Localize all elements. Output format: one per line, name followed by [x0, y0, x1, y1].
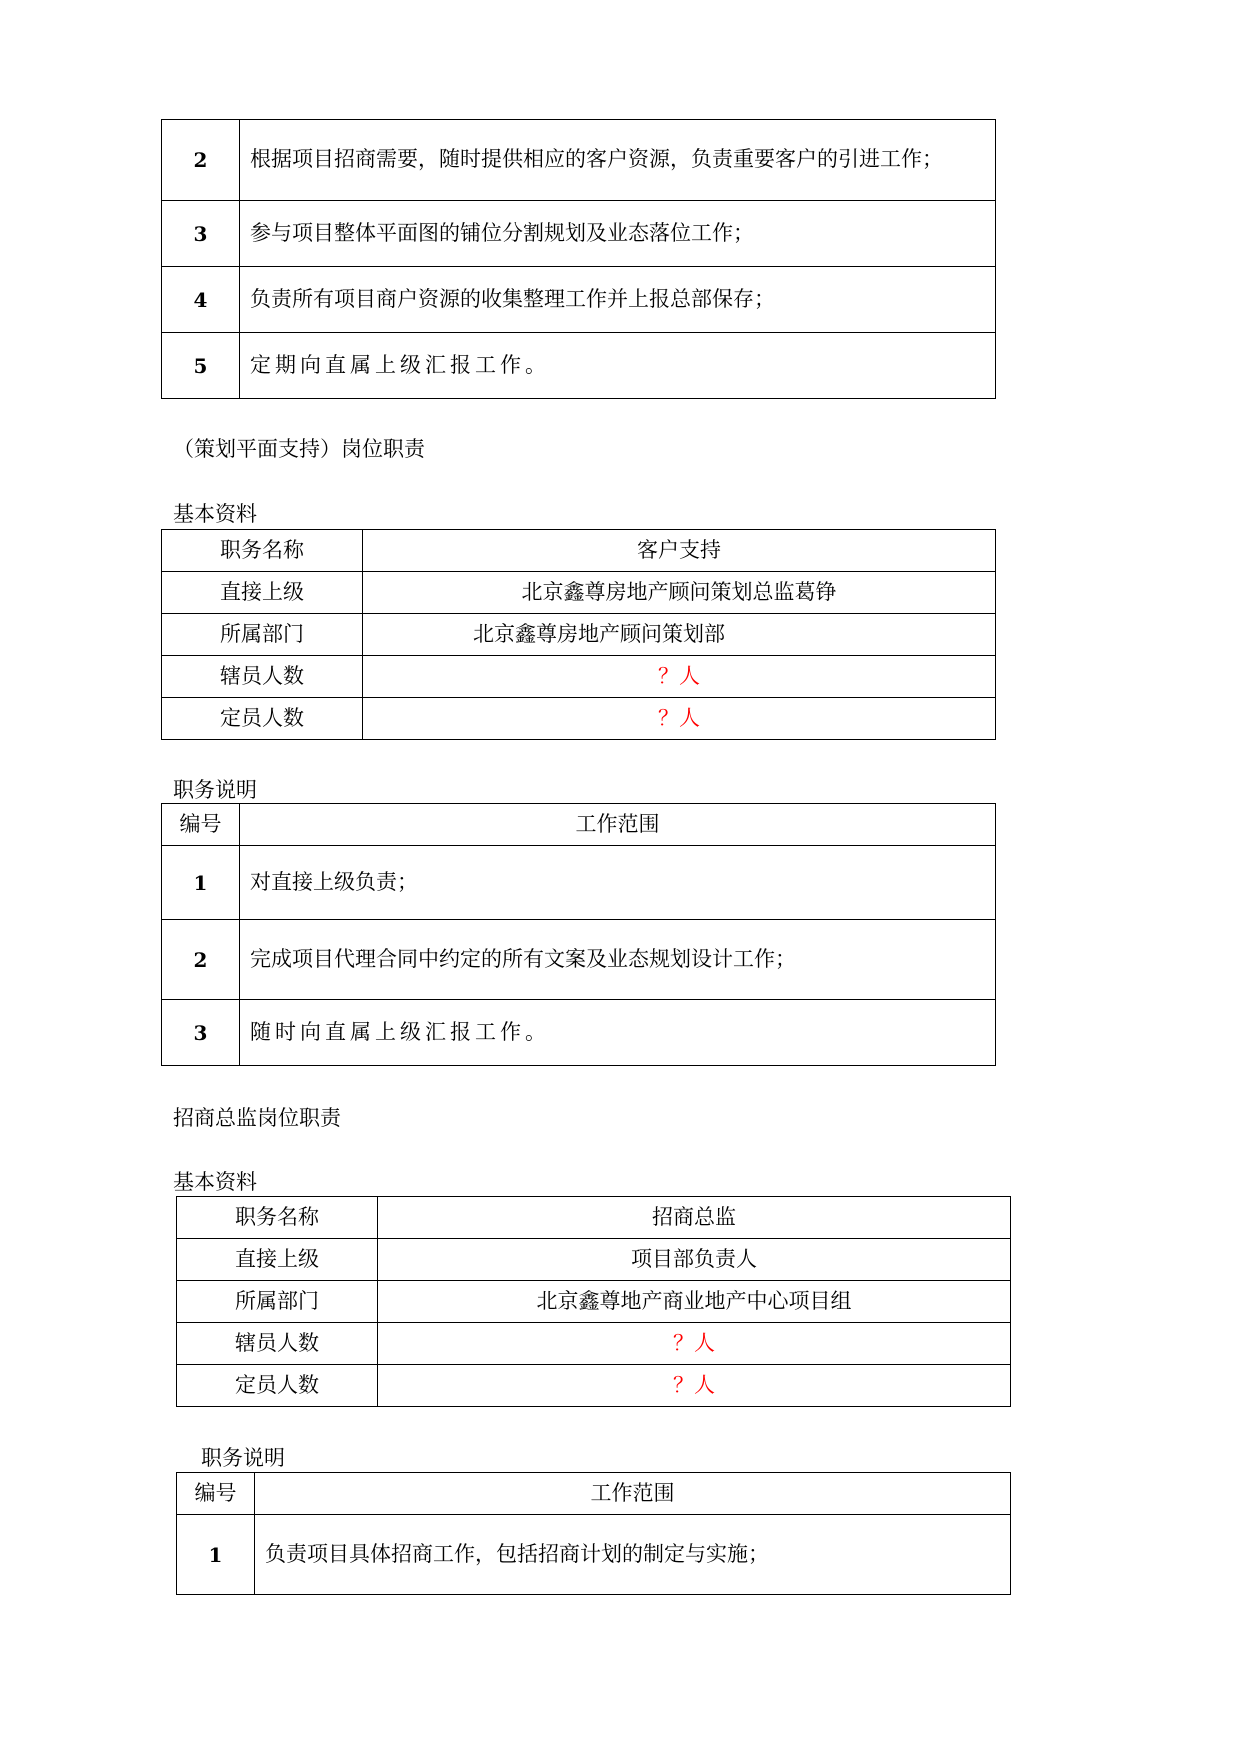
header-scope: 工作范围 — [255, 1473, 1011, 1515]
table-row — [162, 846, 996, 920]
table-row — [162, 698, 996, 740]
field-label: 辖员人数 — [177, 1323, 378, 1365]
header-number: 编号 — [162, 804, 240, 846]
basic-info-table — [161, 529, 996, 740]
table-header-row — [162, 804, 996, 846]
header-scope: 工作范围 — [240, 804, 996, 846]
field-label: 所属部门 — [177, 1281, 378, 1323]
row-text: 定期向直属上级汇报工作。 — [240, 333, 996, 399]
table-row — [162, 572, 996, 614]
field-value: ？人 — [363, 656, 996, 698]
field-label: 定员人数 — [177, 1365, 378, 1407]
table-header-row — [177, 1473, 1011, 1515]
table-row — [177, 1197, 1011, 1239]
table-row — [162, 267, 996, 333]
field-value: 北京鑫尊房地产顾问策划总监葛铮 — [363, 572, 996, 614]
row-text: 随时向直属上级汇报工作。 — [240, 1000, 996, 1066]
table-row — [162, 656, 996, 698]
duty-label: 职务说明 — [173, 778, 257, 802]
field-value: 北京鑫尊房地产顾问策划部 — [363, 614, 996, 656]
table-row — [177, 1323, 1011, 1365]
row-number: 4 — [162, 267, 240, 333]
row-number: 3 — [162, 201, 240, 267]
row-text: 负责所有项目商户资源的收集整理工作并上报总部保存； — [240, 267, 996, 333]
table-row — [177, 1365, 1011, 1407]
duties-table-continued — [161, 119, 996, 399]
field-label: 直接上级 — [177, 1239, 378, 1281]
section-title: 招商总监岗位职责 — [173, 1106, 341, 1130]
basic-info-label: 基本资料 — [173, 502, 257, 526]
row-text: 对直接上级负责； — [240, 846, 996, 920]
row-number: 1 — [177, 1515, 255, 1595]
section-title: （策划平面支持）岗位职责 — [173, 437, 425, 461]
table-row — [162, 201, 996, 267]
row-text: 参与项目整体平面图的铺位分割规划及业态落位工作； — [240, 201, 996, 267]
field-value: 招商总监 — [378, 1197, 1011, 1239]
duty-label: 职务说明 — [201, 1446, 285, 1470]
table-row — [162, 1000, 996, 1066]
field-label: 定员人数 — [162, 698, 363, 740]
row-number: 5 — [162, 333, 240, 399]
field-label: 辖员人数 — [162, 656, 363, 698]
field-value: ？人 — [378, 1365, 1011, 1407]
table-row — [162, 920, 996, 1000]
field-value: ？人 — [363, 698, 996, 740]
field-value: ？人 — [378, 1323, 1011, 1365]
table-row — [162, 120, 996, 201]
field-label: 直接上级 — [162, 572, 363, 614]
duties-table — [176, 1472, 1011, 1595]
basic-info-table — [176, 1196, 1011, 1407]
table-row — [177, 1281, 1011, 1323]
basic-info-label: 基本资料 — [173, 1170, 257, 1194]
row-text: 负责项目具体招商工作，包括招商计划的制定与实施； — [255, 1515, 1011, 1595]
row-text: 根据项目招商需要，随时提供相应的客户资源，负责重要客户的引进工作； — [240, 120, 996, 201]
field-value: 北京鑫尊地产商业地产中心项目组 — [378, 1281, 1011, 1323]
field-label: 职务名称 — [177, 1197, 378, 1239]
duties-table — [161, 803, 996, 1066]
table-row — [162, 614, 996, 656]
field-value: 客户支持 — [363, 530, 996, 572]
row-number: 3 — [162, 1000, 240, 1066]
header-number: 编号 — [177, 1473, 255, 1515]
row-number: 2 — [162, 120, 240, 201]
table-row — [177, 1515, 1011, 1595]
row-number: 2 — [162, 920, 240, 1000]
row-text: 完成项目代理合同中约定的所有文案及业态规划设计工作； — [240, 920, 996, 1000]
field-label: 职务名称 — [162, 530, 363, 572]
table-row — [177, 1239, 1011, 1281]
field-value: 项目部负责人 — [378, 1239, 1011, 1281]
table-row — [162, 333, 996, 399]
table-row — [162, 530, 996, 572]
field-label: 所属部门 — [162, 614, 363, 656]
row-number: 1 — [162, 846, 240, 920]
